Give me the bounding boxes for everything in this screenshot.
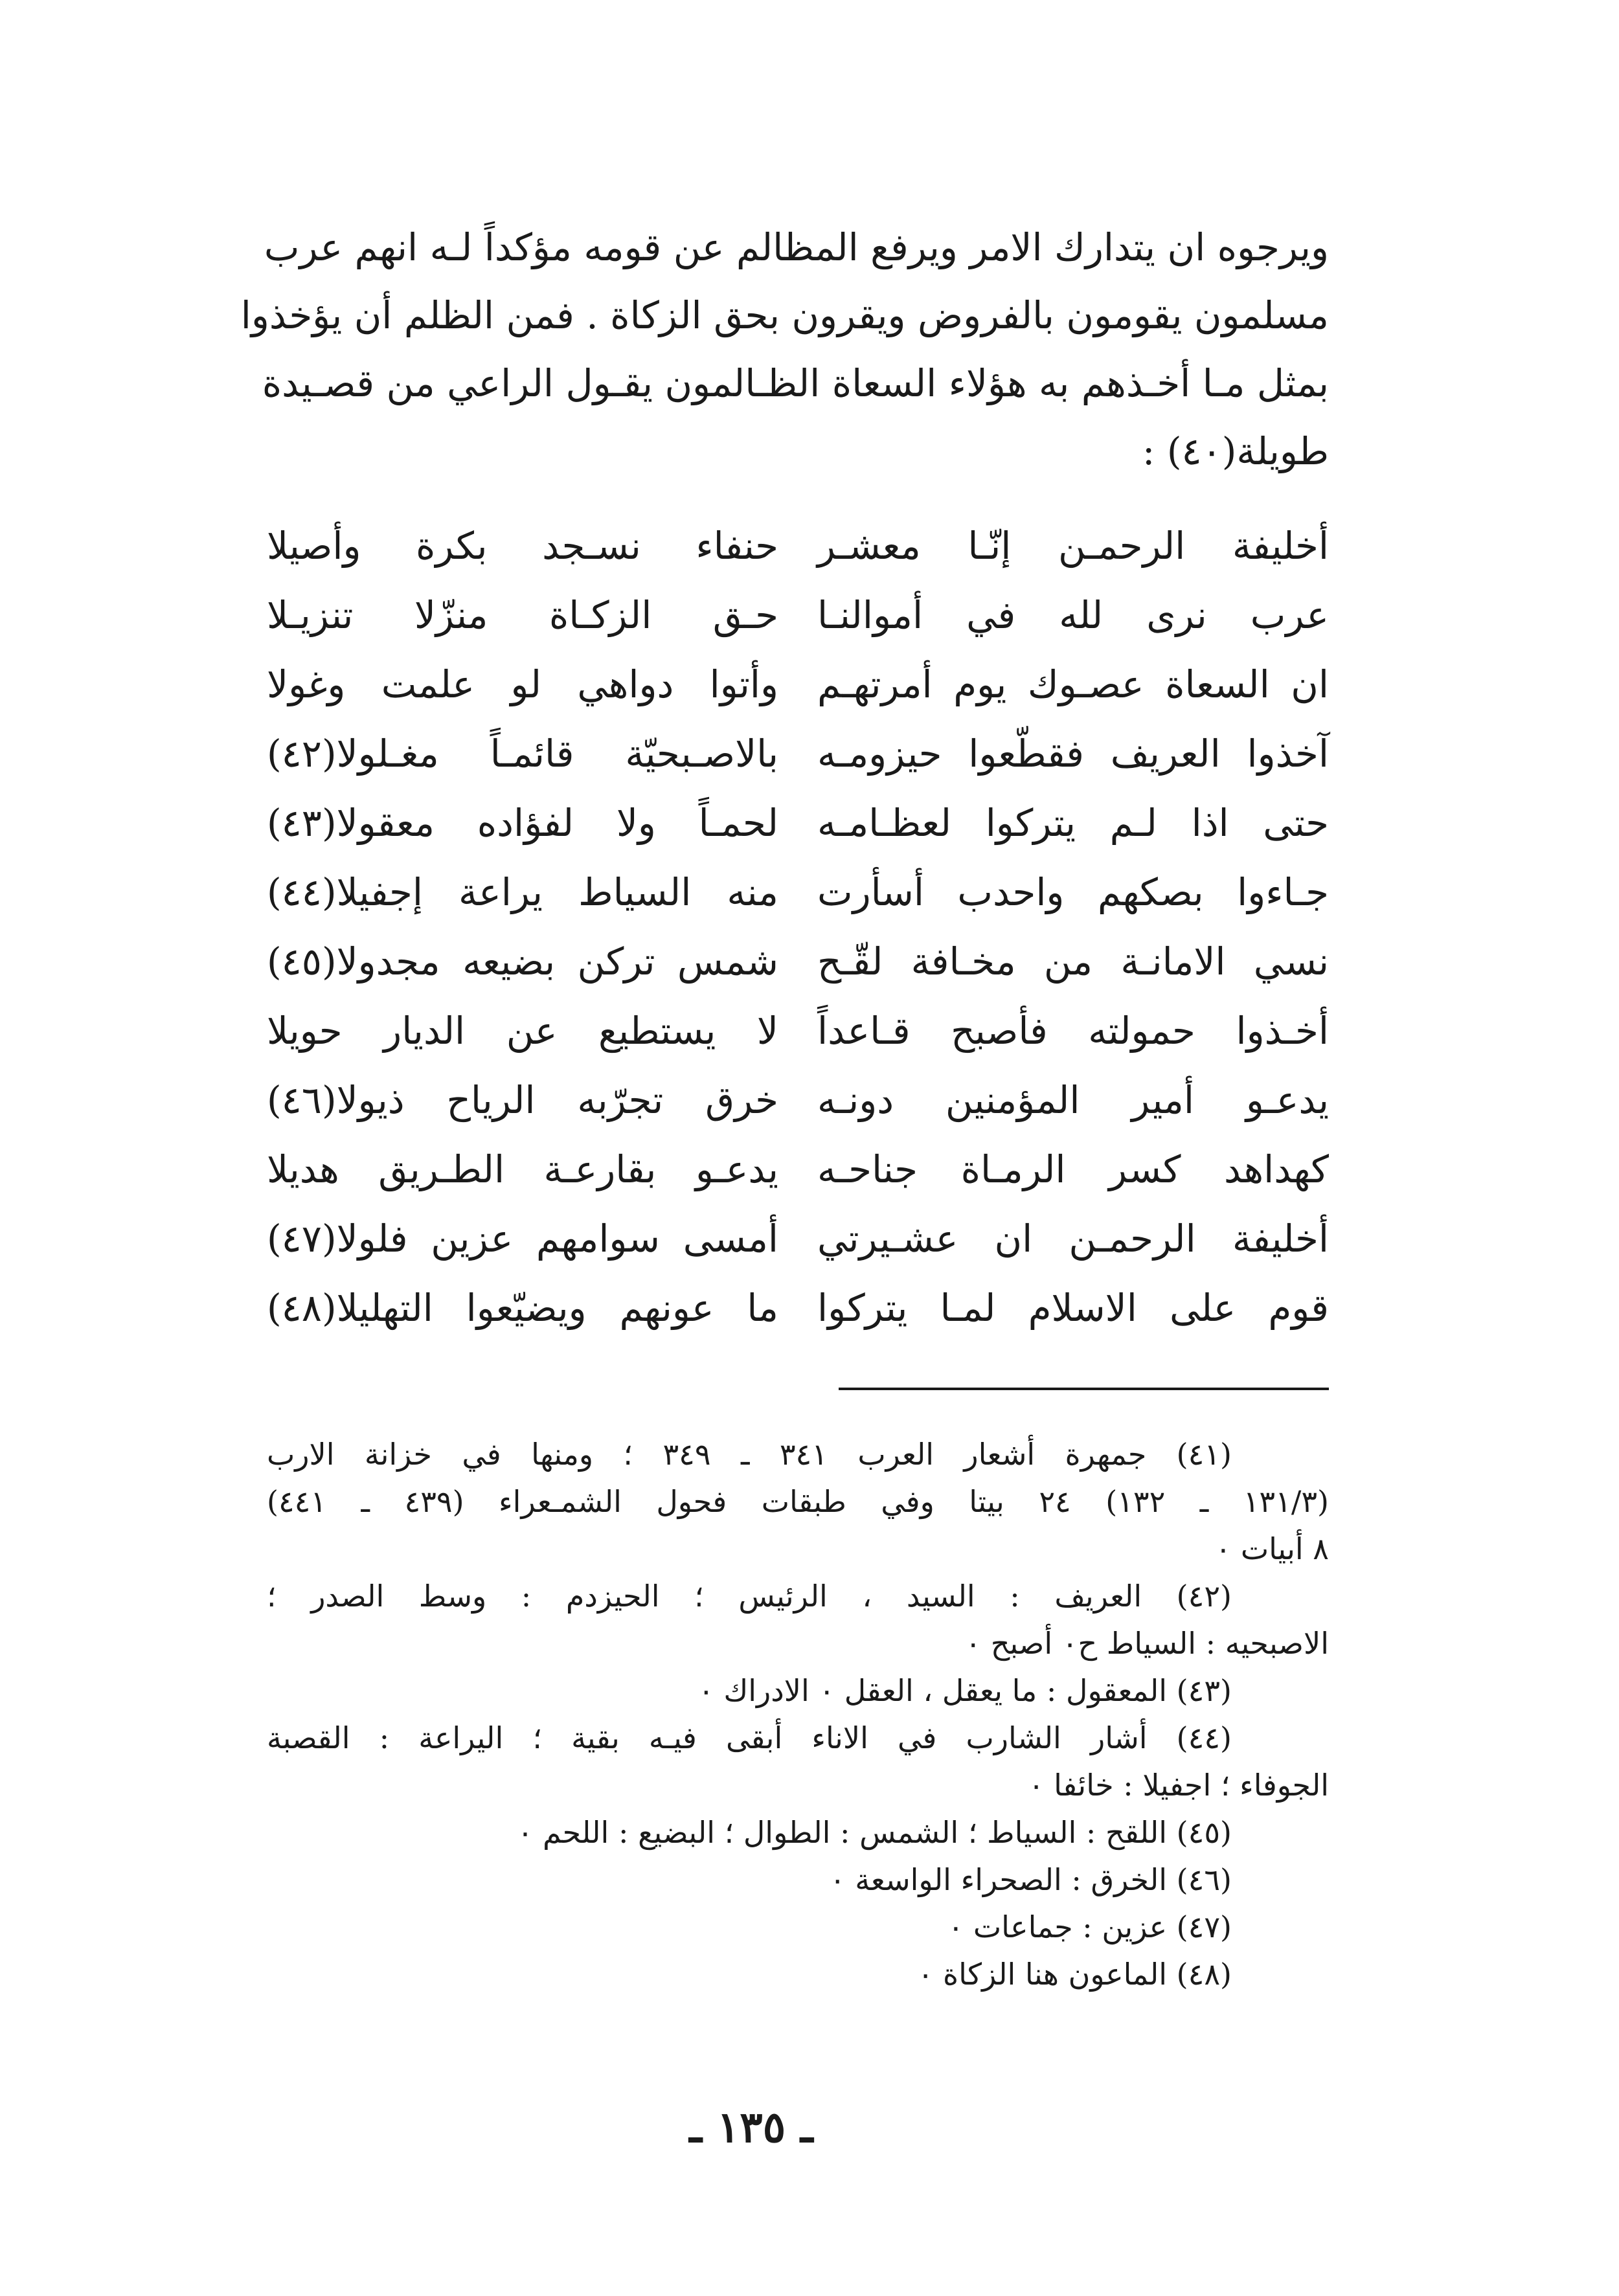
footnote-line: (٤٤) أشار الشارب في الاناء أبقى فيـه بقية ؛ اليراعة : القصبة <box>267 1720 1232 1755</box>
verse-second-hemistich: بالاصـبحيّة قائمـاً مغـلولا(٤٢) <box>267 732 778 776</box>
verse-second-hemistich: خرق تجرّبه الرياح ذيولا(٤٦) <box>267 1078 778 1122</box>
intro-paragraph <box>240 214 1329 486</box>
verse-second-hemistich: لحمـاً ولا لفؤاده معقولا(٤٣) <box>267 801 778 845</box>
footnotes <box>267 1431 1329 1998</box>
intro-line-4: طويلة(٤٠) : <box>1142 429 1329 473</box>
poem-verse <box>267 927 1329 996</box>
poem-verse <box>267 719 1329 789</box>
footnote-line: (١٣١/٣ ـ ١٣٢) ٢٤ بيتا وفي طبقات فحول الشمـعراء (٤٣٩ ـ ٤٤١) <box>267 1484 1329 1519</box>
footnote-line: (٤٣) المعقول : ما يعقل ، العقل ٠ الادراك ٠ <box>698 1673 1232 1708</box>
footnote-line: (٤١) جمهرة أشعار العرب ٣٤١ ـ ٣٤٩ ؛ ومنها في خزانة الارب <box>267 1437 1232 1472</box>
poem-verse <box>267 512 1329 581</box>
verse-first-hemistich: ان السعاة عصـوك يوم أمرتهـم <box>817 662 1329 706</box>
verse-first-hemistich: يدعـو أمير المؤمنين دونـه <box>817 1078 1329 1122</box>
intro-line-2: مسلمون يقومون بالفروض ويقرون بحق الزكاة . فمن الظلم أن يؤخذوا <box>240 293 1329 337</box>
footnote-divider <box>839 1388 1329 1390</box>
verse-second-hemistich: حـق الزكـاة منزّلا تنزيـلا <box>267 593 778 637</box>
poem-verse <box>267 858 1329 927</box>
verse-first-hemistich: حتى اذا لـم يتركوا لعظـامـه <box>817 801 1329 845</box>
verse-first-hemistich: أخليفة الرحمـن إنّـا معشـر <box>817 524 1329 568</box>
verse-first-hemistich: أخـذوا حمولته فأصبح قـاعداً <box>817 1009 1329 1053</box>
footnote-line: الاصبحيه : السياط ح٠ أصبح ٠ <box>965 1626 1329 1661</box>
verse-first-hemistich: كهداهد كسر الرمـاة جناحـه <box>817 1147 1329 1191</box>
poem-verse <box>267 1274 1329 1343</box>
footnote-line: الجوفاء ؛ اجفيلا : خائفا ٠ <box>1028 1768 1329 1803</box>
poem-verse <box>267 996 1329 1066</box>
poem-verse <box>267 789 1329 858</box>
verse-second-hemistich: شمس تركن بضيعه مجدولا(٤٥) <box>267 940 778 984</box>
poem-verse <box>267 1204 1329 1274</box>
footnote-line: (٤٥) اللقح : السياط ؛ الشمس : الطوال ؛ البضيع : اللحم ٠ <box>517 1815 1232 1850</box>
footnote-line: ٨ أبيات ٠ <box>1215 1531 1329 1566</box>
verse-first-hemistich: آخذوا العريف فقطّعوا حيزومـه <box>817 732 1329 776</box>
verse-second-hemistich: وأتوا دواهي لو علمت وغولا <box>267 662 778 706</box>
verse-second-hemistich: لا يستطيع عن الديار حويلا <box>267 1009 778 1053</box>
intro-line-1: ويرجوه ان يتدارك الامر ويرفع المظالم عن قومه مؤكداً لـه انهم عرب <box>264 225 1329 269</box>
footnote-line: (٤٦) الخرق : الصحراء الواسعة ٠ <box>829 1862 1232 1897</box>
verse-first-hemistich: أخليفة الرحمـن ان عشـيرتي <box>817 1217 1329 1261</box>
poem-verse <box>267 581 1329 650</box>
verse-second-hemistich: حنفاء نسـجد بكرة وأصيلا <box>267 524 778 568</box>
footnote-line: (٤٧) عزين : جماعات ٠ <box>947 1909 1232 1944</box>
page-number: ـ ١٣٥ ـ <box>689 2102 813 2152</box>
poem-verse <box>267 1066 1329 1135</box>
poem-verse <box>267 1135 1329 1204</box>
verse-first-hemistich: عرب نرى لله في أموالنـا <box>817 593 1329 637</box>
verse-second-hemistich: يدعـو بقارعـة الطـريق هديلا <box>267 1147 778 1191</box>
poem-verse <box>267 650 1329 719</box>
verse-second-hemistich: منه السياط يراعة إجفيلا(٤٤) <box>267 870 778 914</box>
verse-first-hemistich: جـاءوا بصكهم واحدب أسأرت <box>817 870 1329 914</box>
verse-second-hemistich: ما عونهم ويضيّعوا التهليلا(٤٨) <box>267 1286 778 1330</box>
footnote-line: (٤٢) العريف : السيد ، الرئيس ؛ الحيزدم : وسط الصدر ؛ <box>267 1579 1232 1614</box>
intro-line-3: بمثل مـا أخـذهم به هؤلاء السعاة الظـالمون يقـول الراعي من قصـيدة <box>262 361 1329 405</box>
verse-first-hemistich: نسي الامانـة من مخـافة لقّـح <box>817 940 1329 984</box>
verse-first-hemistich: قوم على الاسلام لمـا يتركوا <box>817 1286 1329 1330</box>
verse-second-hemistich: أمسى سوامهم عزين فلولا(٤٧) <box>267 1217 778 1261</box>
footnote-line: (٤٨) الماعون هنا الزكاة ٠ <box>917 1957 1232 1992</box>
poem <box>267 512 1329 1343</box>
